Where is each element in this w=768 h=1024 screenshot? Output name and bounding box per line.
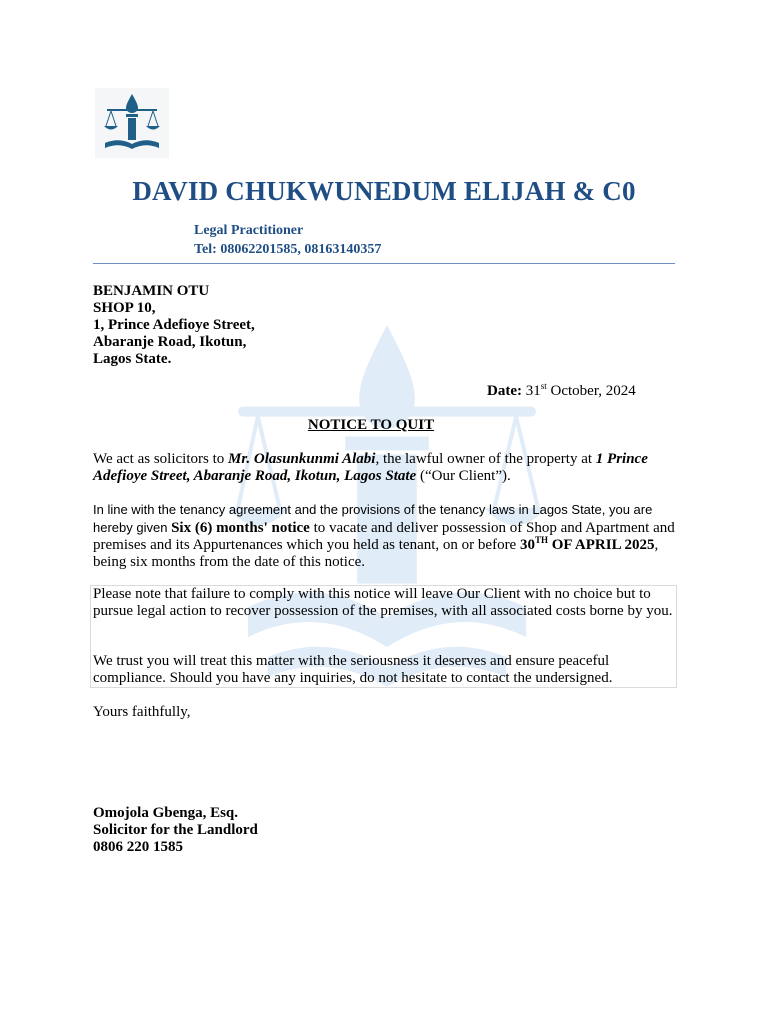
signatory-phone: 0806 220 1585 bbox=[93, 839, 183, 855]
date-rest: October, 2024 bbox=[550, 383, 636, 399]
scales-of-justice-icon bbox=[95, 88, 169, 158]
recipient-line: SHOP 10, bbox=[93, 300, 156, 316]
date-suffix: st bbox=[540, 381, 547, 391]
signatory-name: Omojola Gbenga, Esq. bbox=[93, 805, 239, 821]
property-address: 1 Prince Adefioye Street, Abaranje Road, Ikotun, Lagos State bbox=[93, 451, 648, 484]
client-name: Mr. Olasunkunmi Alabi bbox=[228, 451, 376, 467]
recipient-line: BENJAMIN OTU bbox=[93, 283, 210, 299]
deadline-suffix: TH bbox=[534, 535, 548, 545]
deadline-rest: OF APRIL 2025 bbox=[547, 537, 655, 553]
text-run: to vacate and deliver possession of Shop and Apartment and premises and its Appurtenances which you held as tenant, on or before bbox=[93, 520, 675, 553]
deadline-day: 30 bbox=[519, 537, 535, 553]
signature-block bbox=[93, 805, 258, 856]
recipient-address bbox=[93, 283, 255, 368]
paragraph-notice bbox=[93, 501, 683, 571]
letter-date bbox=[487, 383, 636, 400]
date-day: 31 bbox=[525, 383, 541, 399]
firm-telephone: Tel: 08062201585, 08163140357 bbox=[194, 242, 382, 257]
paragraph-client bbox=[93, 451, 683, 485]
date-label: Date: bbox=[487, 383, 522, 399]
text-run: , the lawful owner of the property at bbox=[375, 451, 596, 467]
text-run: In line with the tenancy agreement and the provisions of the tenancy laws in Lagos State, you are hereby given bbox=[93, 502, 653, 535]
firm-name: DAVID CHUKWUNEDUM ELIJAH & C0 bbox=[132, 176, 636, 206]
recipient-line: Abaranje Road, Ikotun, bbox=[93, 334, 247, 350]
recipient-line: 1, Prince Adefioye Street, bbox=[93, 317, 255, 333]
closing-line: Yours faithfully, bbox=[93, 704, 191, 720]
paragraph-warning: Please note that failure to comply with this notice will leave Our Client with no choice but to pursue legal action to recover possession of the premises, with all associated costs borne by you. bbox=[93, 586, 673, 619]
signatory-title: Solicitor for the Landlord bbox=[93, 822, 258, 838]
letterhead-divider bbox=[93, 263, 675, 264]
notice-title: NOTICE TO QUIT bbox=[307, 417, 435, 433]
recipient-line: Lagos State. bbox=[93, 351, 172, 367]
notice-period: Six (6) months' notice bbox=[171, 520, 310, 536]
text-run: We act as solicitors to bbox=[93, 451, 229, 467]
text-run: , being six months from the date of this notice. bbox=[93, 537, 659, 570]
firm-subtitle: Legal Practitioner bbox=[194, 223, 304, 238]
paragraph-compliance: We trust you will treat this matter with the seriousness it deserves and ensure peaceful compliance. Should you have any inquiries, do not hesitate to contact the undersigned. bbox=[93, 653, 613, 686]
text-run: (“Our Client”). bbox=[416, 468, 511, 484]
